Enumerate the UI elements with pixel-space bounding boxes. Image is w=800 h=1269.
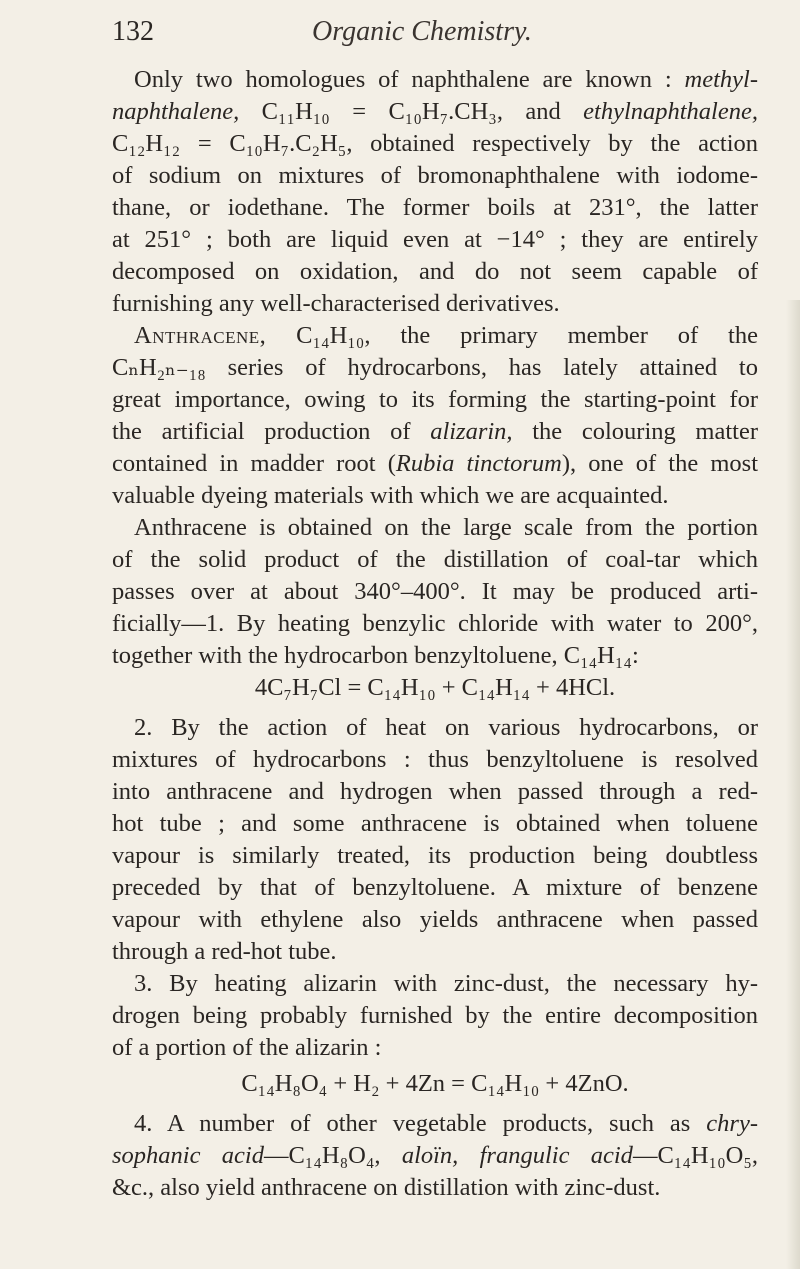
text-line: Anthracene is obtained on the large scale from the portion — [134, 514, 758, 541]
text-line: thane, or iodethane. The former boils at 231°, the latter — [112, 194, 758, 221]
text-line: Only two homologues of naphthalene are known : methyl- — [134, 66, 758, 93]
text-line: mixtures of hydrocarbons : thus benzyltoluene is resolved — [112, 746, 758, 773]
text-line: through a red-hot tube. — [112, 938, 337, 965]
text-line: together with the hydrocarbon benzyltoluene, C₁₄H₁₄: — [112, 642, 639, 669]
text-line: 2. By the action of heat on various hydrocarbons, or — [134, 714, 758, 741]
text-line: the artificial production of alizarin, the colouring matter — [112, 418, 759, 445]
text-line: of the solid product of the distillation of coal-tar which — [112, 546, 758, 573]
text-line: CₙH₂ₙ₋₁₈ series of hydrocarbons, has lately attained to — [112, 354, 758, 381]
text-line: &c., also yield anthracene on distillation with zinc-dust. — [112, 1174, 661, 1201]
chemical-equation: 4C₇H₇Cl = C₁₄H₁₀ + C₁₄H₁₄ + 4HCl. — [254, 674, 616, 701]
text-line: valuable dyeing materials with which we are acquainted. — [112, 482, 669, 509]
text-line: ficially—1. By heating benzylic chloride with water to 200°, — [112, 610, 758, 637]
text-line: vapour is similarly treated, its production being doubtless — [112, 842, 758, 869]
text-line: drogen being probably furnished by the entire decomposition — [112, 1002, 758, 1029]
page-edge-shadow — [786, 300, 800, 1269]
text-line: contained in madder root (Rubia tinctorum), one of the most — [112, 450, 759, 477]
text-line: furnishing any well-characterised derivatives. — [112, 290, 560, 317]
text-line: Anthracene, C₁₄H₁₀, the primary member of the — [134, 322, 758, 349]
text-line: sophanic acid—C₁₄H₈O₄, aloïn, frangulic acid—C₁₄H₁₀O₅, — [112, 1142, 758, 1169]
running-title: Organic Chemistry. — [312, 16, 532, 47]
text-line: great importance, owing to its forming the starting-point for — [112, 386, 758, 413]
text-line: passes over at about 340°–400°. It may be produced arti- — [112, 578, 758, 605]
text-line: of a portion of the alizarin : — [112, 1034, 382, 1061]
page-header — [112, 16, 572, 56]
text-line: vapour with ethylene also yields anthracene when passed — [112, 906, 758, 933]
text-line: 4. A number of other vegetable products, such as chry- — [134, 1110, 758, 1137]
text-line: naphthalene, C₁₁H₁₀ = C₁₀H₇.CH₃, and ethylnaphthalene, — [112, 98, 758, 125]
text-line: of sodium on mixtures of bromonaphthalene with iodome- — [112, 162, 758, 189]
text-line: into anthracene and hydrogen when passed through a red- — [112, 778, 758, 805]
text-line: decomposed on oxidation, and do not seem capable of — [112, 258, 758, 285]
chemical-equation: C₁₄H₈O₄ + H₂ + 4Zn = C₁₄H₁₀ + 4ZnO. — [241, 1070, 629, 1097]
text-line: at 251° ; both are liquid even at −14° ; they are entirely — [112, 226, 758, 253]
text-line: hot tube ; and some anthracene is obtained when toluene — [112, 810, 758, 837]
page-number: 132 — [112, 16, 154, 47]
text-line: 3. By heating alizarin with zinc-dust, the necessary hy- — [134, 970, 758, 997]
text-line: preceded by that of benzyltoluene. A mixture of benzene — [112, 874, 758, 901]
text-line: C₁₂H₁₂ = C₁₀H₇.C₂H₅, obtained respectively by the action — [112, 130, 758, 157]
